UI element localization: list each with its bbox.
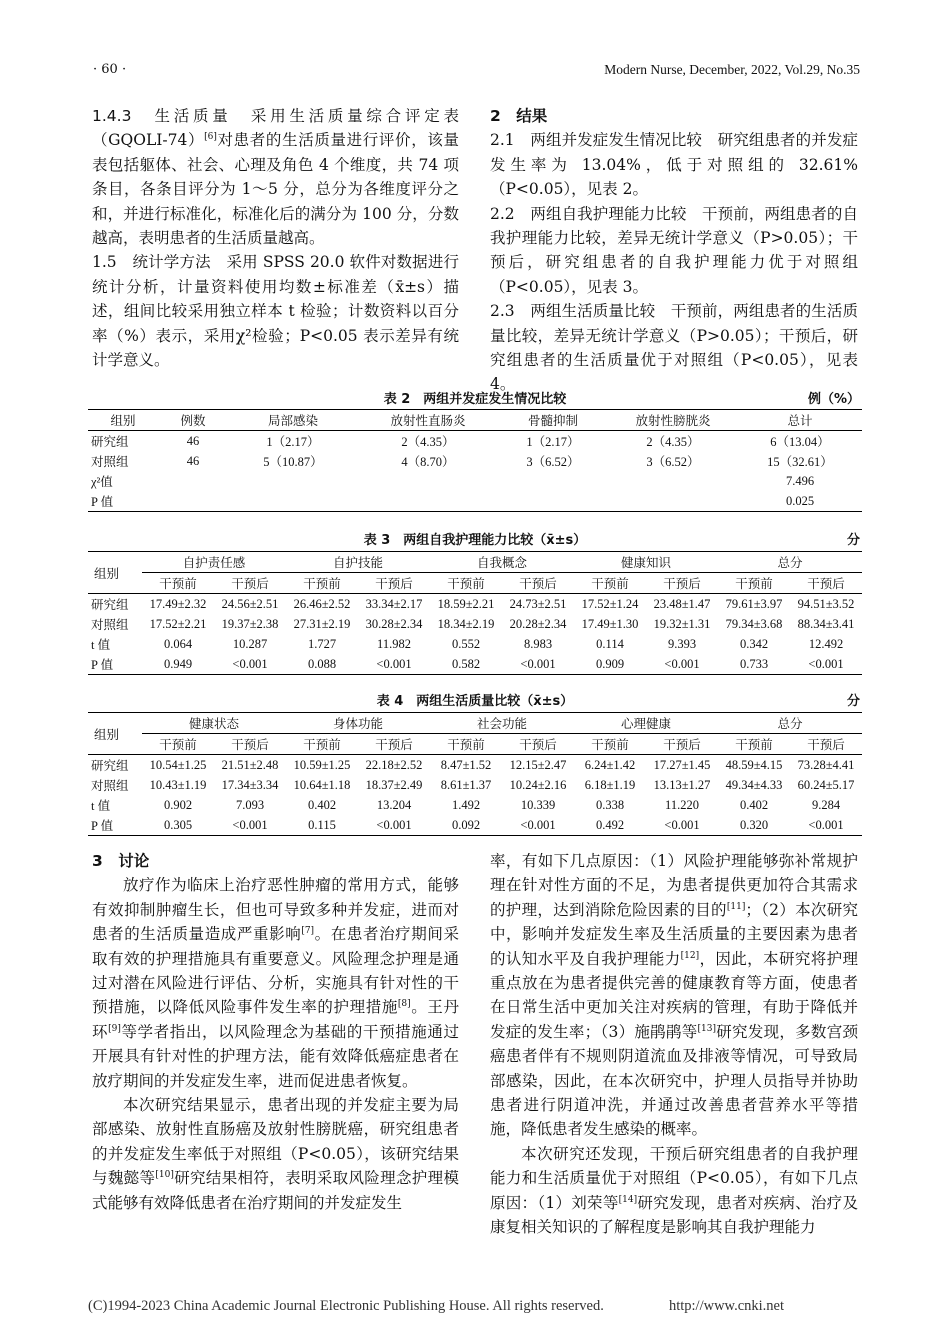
table3-sub-header: 干预前 [430, 573, 502, 594]
table4-cell: 8.47±1.52 [440, 757, 492, 772]
journal-header: Modern Nurse, December, 2022, Vol.29, No.35 [604, 62, 860, 77]
table4-cell: <0.001 [502, 815, 574, 836]
table4-cell: 0.402 [307, 797, 337, 812]
table3-group-1: 自护技能 [286, 552, 430, 573]
table4-group-3: 心理健康 [574, 713, 718, 734]
table3-cell: 11.982 [377, 636, 411, 651]
discussion-right-column [490, 849, 858, 1240]
table3-cell: 27.31±2.19 [293, 616, 351, 631]
s23-body: 干预前，两组患者的生活质量比较，差异无统计学意义（P>0.05）；干预后，研究组患者的生活质量优于对照组（P<0.05），见表 4。 [490, 302, 858, 394]
table2-header-cell: 放射性膀胱炎 [608, 410, 738, 431]
table3-cell: 24.73±2.51 [509, 596, 567, 611]
table2-cell: 15（32.61） [767, 455, 833, 469]
table3-cell: 12.492 [808, 636, 844, 651]
table3-group-0: 自护责任感 [142, 552, 286, 573]
table2-cell [228, 491, 358, 512]
table3-sub-header-row [88, 573, 862, 594]
table4-cell: P 值 [88, 815, 142, 836]
table4-sub-header: 干预前 [430, 734, 502, 755]
table3-cell: 26.46±2.52 [293, 596, 351, 611]
table2-cell: 7.496 [785, 473, 815, 488]
table2-cell: χ²值 [91, 475, 113, 489]
table3-cell: 88.34±3.41 [797, 616, 855, 631]
table4-cell: 0.092 [430, 815, 502, 836]
table4-cell: 对照组 [91, 779, 129, 793]
table4-group-1: 身体功能 [286, 713, 430, 734]
table4-cell: 0.402 [739, 797, 769, 812]
page-number: · 60 · [93, 62, 127, 77]
table3-sub-header: 干预后 [358, 573, 430, 594]
table2-cell [358, 491, 498, 512]
table2-caption: 表 2 两组并发症发生情况比较 [383, 392, 567, 407]
table2-cell [158, 471, 228, 491]
table2-header-cell: 放射性直肠炎 [358, 410, 498, 431]
table4-sub-header: 干预前 [142, 734, 214, 755]
table4-group-0: 健康状态 [142, 713, 286, 734]
s143-heading: 1.4.3 生活质量 [92, 107, 232, 125]
disc-p1-b: 。在患者治疗期间采取有效的护理措施具有重要意义。风险理念护理是通过对潜在风险进行评估、分析，实施具有针对性的干预措施，以降低风险事件发生率的护理措施 [92, 925, 459, 1017]
table2-cell: 5（10.87） [263, 455, 323, 469]
table3-sub-header: 干预后 [646, 573, 718, 594]
table4-cell: 0.320 [718, 815, 790, 836]
table2-header-cell: 例数 [158, 410, 228, 431]
disc-r1-c: ，因此，本研究将护理重点放在为患者提供完善的健康教育等方面，使患者在日常生活中更加关注对疾病的管理，有助于降低并发症的发生率；（3）施鹃鹃等 [490, 949, 858, 1041]
footer-url[interactable]: http://www.cnki.net [668, 1298, 784, 1314]
table4-sub-header-row [88, 734, 862, 755]
table4-row [88, 755, 862, 776]
table3-group-2: 自我概念 [430, 552, 574, 573]
ref-7: [7] [301, 926, 315, 937]
table4-cell: 48.59±4.15 [725, 757, 783, 772]
table4-cell: 6.24±1.42 [584, 757, 636, 772]
disc-r1-b: ；（2）本次研究中，影响并发症发生率及生活质量的主要因素为患者的认知水平及自我护理能力 [490, 900, 858, 968]
table4-cell: 10.54±1.25 [149, 757, 207, 772]
disc-r1-d: 研究发现，多数宫颈癌患者伴有不规则阴道流血及排液等情况，可导致局部感染，因此，在本次研究中，护理人员指导并协助患者进行阴道冲洗，并通过改善患者营养水平等措施，降低患者发生感染的概率。 [490, 1022, 858, 1139]
table2-cell: 对照组 [91, 455, 129, 469]
table4-row [88, 775, 862, 795]
table2-cell [228, 471, 358, 491]
s22-number: 2.2 [490, 204, 515, 223]
table3-cell: 0.552 [451, 636, 481, 651]
table4-caption: 表 4 两组生活质量比较（x̄±s） [376, 694, 574, 709]
table4-unit: 分 [846, 694, 860, 709]
table4-cell: 1.492 [451, 797, 481, 812]
table3-cell: 17.52±2.21 [149, 616, 207, 631]
table3-cell: 79.34±3.68 [725, 616, 783, 631]
ref-8: [8] [397, 999, 411, 1010]
table3-unit: 分 [846, 533, 860, 548]
table4-sub-header: 干预后 [358, 734, 430, 755]
s143-body-a: 采用生活质量综合评定表（GQOLI-74） [92, 107, 459, 150]
table4-cell: 9.284 [811, 797, 841, 812]
table4-sub-header: 干预后 [214, 734, 286, 755]
table4-sub-header: 干预前 [718, 734, 790, 755]
table2-cell: 1（2.17） [526, 435, 580, 449]
disc-p2-b: 研究结果相符，表明采取风险理念护理模式能够有效降低患者在治疗期间的并发症发生 [92, 1169, 459, 1212]
table4-sub-header: 干预后 [502, 734, 574, 755]
table4-sub-header: 干预前 [574, 734, 646, 755]
table3-cell: 17.49±2.32 [149, 596, 207, 611]
table3-row [88, 614, 862, 634]
s21-heading: 两组并发症发生情况比较 [514, 131, 703, 150]
ref-11: [11] [726, 901, 746, 912]
table2-cell [608, 491, 738, 512]
table4-cell: 0.492 [574, 815, 646, 836]
table4-cell: 49.34±4.33 [725, 777, 783, 792]
table4-cell: 0.338 [595, 797, 625, 812]
table4-cell: 10.24±2.16 [509, 777, 567, 792]
table4-cell: <0.001 [358, 815, 430, 836]
table4-cell: 22.18±2.52 [365, 757, 423, 772]
table4-cell: t 值 [91, 799, 111, 813]
table4-cell: 10.43±1.19 [149, 777, 207, 792]
table4-cell: 6.18±1.19 [584, 777, 636, 792]
table3-cell: 研究组 [91, 598, 129, 612]
table2-cell: 0.025 [738, 491, 862, 512]
table4-cell: 12.15±2.47 [509, 757, 567, 772]
table3-cell: 18.34±2.19 [437, 616, 495, 631]
table3-group-header-row [88, 552, 862, 573]
table4-cell: 17.27±1.45 [653, 757, 711, 772]
table4-cell: <0.001 [790, 815, 862, 836]
table2-header-cell: 局部感染 [228, 410, 358, 431]
table3-cell: 对照组 [91, 618, 129, 632]
table3-cell: 94.51±3.52 [797, 596, 855, 611]
table3-row [88, 654, 862, 675]
table3-sub-header: 干预后 [502, 573, 574, 594]
table4-cell: 10.59±1.25 [293, 757, 351, 772]
table4-group-4: 总分 [718, 713, 862, 734]
table3-sub-header: 干预前 [286, 573, 358, 594]
table4-cell: <0.001 [646, 815, 718, 836]
table3-row [88, 634, 862, 654]
ref-14: [14] [618, 1194, 638, 1205]
table4-cell: 8.61±1.37 [440, 777, 492, 792]
results-right-column [490, 104, 858, 397]
table4 [88, 712, 862, 836]
table4-cell: 11.220 [665, 797, 699, 812]
table2-cell: 研究组 [91, 435, 129, 449]
disc-r2-a: 本次研究还发现，干预后研究组患者的自我护理能力和生活质量优于对照组（P<0.05），有如下几点原因：（1）刘荣等 [490, 1144, 858, 1212]
table3-cell: 24.56±2.51 [221, 596, 279, 611]
table3-cell: P 值 [88, 654, 142, 675]
table4-cell: 60.24±5.17 [797, 777, 855, 792]
table2-row [88, 451, 862, 471]
table2-cell: 1（2.17） [266, 435, 320, 449]
table4-cell: 73.28±4.41 [797, 757, 855, 772]
table2-row [88, 471, 862, 491]
discussion-left-column [92, 849, 459, 1215]
ref-10: [10] [155, 1170, 174, 1181]
table2-cell: 46 [186, 433, 200, 448]
table2-cell [158, 491, 228, 512]
table2-cell: 2（4.35） [401, 435, 455, 449]
results-heading: 2 结果 [490, 107, 548, 125]
table2-unit: 例（%） [807, 392, 860, 407]
table3-cell: 0.088 [286, 654, 358, 675]
table3-sub-header: 干预前 [574, 573, 646, 594]
disc-r2-b: 研究发现，患者对疾病、治疗及康复相关知识的了解程度是影响其自我护理能力 [490, 1193, 858, 1237]
ref-9: [9] [108, 1023, 121, 1034]
table3-cell: 20.28±2.34 [509, 616, 567, 631]
table4-group-header-row [88, 713, 862, 734]
table3-cell: 19.37±2.38 [221, 616, 279, 631]
s22-heading: 两组自我护理能力比较 [514, 204, 687, 223]
s23-heading: 两组生活质量比较 [514, 302, 656, 321]
table4-row [88, 795, 862, 815]
table3-cell: 17.52±1.24 [581, 596, 639, 611]
table4-cell: 21.51±2.48 [221, 757, 279, 772]
table2-cell: 3（6.52） [526, 455, 580, 469]
table3-group-4: 总分 [718, 552, 862, 573]
table3-cell: 19.32±1.31 [653, 616, 711, 631]
table3-sub-header: 干预后 [790, 573, 862, 594]
s143-body-b: 对患者的生活质量进行评价，该量表包括躯体、社会、心理及角色 4 个维度，共 74 项条目，各条目评分为 1～5 分，总分为各维度评分之和，并进行标准化，标准化后的满分为 100 分，分数越高，表明患者的生活质量越高。 [92, 131, 459, 248]
table3-cell: 0.733 [718, 654, 790, 675]
table4-sub-header: 干预后 [646, 734, 718, 755]
table4-cell: 10.339 [520, 797, 556, 812]
table3-cell: t 值 [91, 638, 111, 652]
footer [88, 1298, 862, 1315]
table3-cell: 10.287 [232, 636, 268, 651]
table3-group-3: 健康知识 [574, 552, 718, 573]
table3-cell: 0.114 [596, 636, 624, 651]
ref-13: [13] [697, 1023, 716, 1034]
table2-cell: 4（8.70） [401, 455, 455, 469]
table3-sub-header: 干预前 [142, 573, 214, 594]
table4-cell: 0.902 [163, 797, 193, 812]
table3-cell: 17.49±1.30 [581, 616, 639, 631]
table2-header-cell: 总计 [738, 410, 862, 431]
footer-copyright: (C)1994-2023 China Academic Journal Electronic Publishing House. All rights reserved. [88, 1298, 604, 1314]
table3-cell: 79.61±3.97 [725, 596, 783, 611]
disc-r1-a: 率，有如下几点原因：（1）风险护理能够弥补常规护理在针对性方面的不足，为患者提供更加符合其需求的护理，达到消除危险因素的目的 [490, 852, 858, 919]
s22-body: 干预前，两组患者的自我护理能力比较，差异无统计学意义（P>0.05）；干预后，研究组患者的自我护理能力优于对照组（P<0.05），见表 3。 [490, 204, 858, 296]
table4-cell: 13.13±1.27 [653, 777, 711, 792]
table2-header-cell: 组别 [88, 410, 158, 431]
table2-cell [608, 471, 738, 491]
disc-p1-c: 。王丹环 [92, 998, 459, 1041]
table2-header-cell: 骨髓抑制 [498, 410, 608, 431]
s21-body: 研究组患者的并发症发生率为 13.04%，低于对照组的 32.61%（P<0.05），见表 2。 [490, 131, 858, 199]
table4-cell: 7.093 [235, 797, 265, 812]
table4-cell: <0.001 [214, 815, 286, 836]
table3-cell: 0.342 [739, 636, 769, 651]
table3-group-label: 组别 [88, 552, 142, 594]
table3-cell: <0.001 [502, 654, 574, 675]
table2 [88, 409, 862, 512]
s21-number: 2.1 [490, 131, 515, 150]
table3-cell: 23.48±1.47 [653, 596, 711, 611]
table2-cell: 3（6.52） [646, 455, 700, 469]
table3-cell: 0.064 [163, 636, 193, 651]
ref-6: [6] [204, 132, 217, 143]
table4-group-label: 组别 [88, 713, 142, 755]
table3-cell: <0.001 [646, 654, 718, 675]
table3-cell: 8.983 [523, 636, 553, 651]
table4-row [88, 815, 862, 836]
table3-caption: 表 3 两组自我护理能力比较（x̄±s） [363, 533, 587, 548]
table4-sub-header: 干预后 [790, 734, 862, 755]
table3-cell: <0.001 [790, 654, 862, 675]
table2-cell: 6（13.04） [770, 435, 830, 449]
methods-left-column [92, 104, 459, 372]
table3-sub-header: 干预前 [718, 573, 790, 594]
table4-cell: 18.37±2.49 [365, 777, 423, 792]
table2-cell [498, 471, 608, 491]
table2-row [88, 431, 862, 452]
table3-cell: 0.582 [430, 654, 502, 675]
table2-cell [358, 471, 498, 491]
table3-cell: 1.727 [307, 636, 337, 651]
table3-cell: 0.909 [574, 654, 646, 675]
table2-cell: 2（4.35） [646, 435, 700, 449]
table4-cell: 研究组 [91, 759, 129, 773]
table4-cell: 0.305 [142, 815, 214, 836]
s23-number: 2.3 [490, 302, 515, 321]
table2-cell: P 值 [88, 491, 158, 512]
table4-cell: 10.64±1.18 [293, 777, 351, 792]
discussion-heading: 3 讨论 [92, 852, 150, 870]
disc-p1-a: 放疗作为临床上治疗恶性肿瘤的常用方式，能够有效抑制肿瘤生长，但也可导致多种并发症，进而对患者的生活质量造成严重影响 [92, 876, 459, 944]
table3-cell: <0.001 [358, 654, 430, 675]
table3-cell: <0.001 [214, 654, 286, 675]
table4-cell: 13.204 [376, 797, 412, 812]
table4-cell: 17.34±3.34 [221, 777, 279, 792]
disc-p1-d: 等学者指出，以风险理念为基础的干预措施通过开展具有针对性的护理方法，能有效降低癌症患者在放疗期间的并发症发生率，进而促进患者恢复。 [92, 1022, 459, 1090]
s15-heading: 统计学方法 [116, 253, 211, 272]
table3 [88, 551, 862, 675]
table2-cell [498, 491, 608, 512]
ref-12: [12] [680, 950, 700, 961]
table3-sub-header: 干预后 [214, 573, 286, 594]
s15-body: 采用 SPSS 20.0 软件对数据进行统计分析，计量资料使用均数±标准差（x̄±s）描述，组间比较采用独立样本 t 检验；计数资料以百分率（%）表示，采用χ²检验；P<0.05 表示差异有统计学意义。 [92, 253, 459, 370]
s15-number: 1.5 [92, 253, 117, 272]
table3-cell: 30.28±2.34 [365, 616, 423, 631]
table4-cell: 0.115 [286, 815, 358, 836]
table3-row [88, 594, 862, 615]
disc-p2-a: 本次研究结果显示，患者出现的并发症主要为局部感染、放射性直肠癌及放射性膀胱癌，研究组患者的并发症发生率低于对照组（P<0.05），该研究结果与魏懿等 [92, 1096, 459, 1188]
table4-group-2: 社会功能 [430, 713, 574, 734]
table3-cell: 9.393 [667, 636, 697, 651]
table2-cell: 46 [186, 453, 200, 468]
table3-cell: 0.949 [142, 654, 214, 675]
table4-sub-header: 干预前 [286, 734, 358, 755]
table2-row [88, 491, 862, 512]
table3-cell: 33.34±2.17 [365, 596, 423, 611]
table3-cell: 18.59±2.21 [437, 596, 495, 611]
